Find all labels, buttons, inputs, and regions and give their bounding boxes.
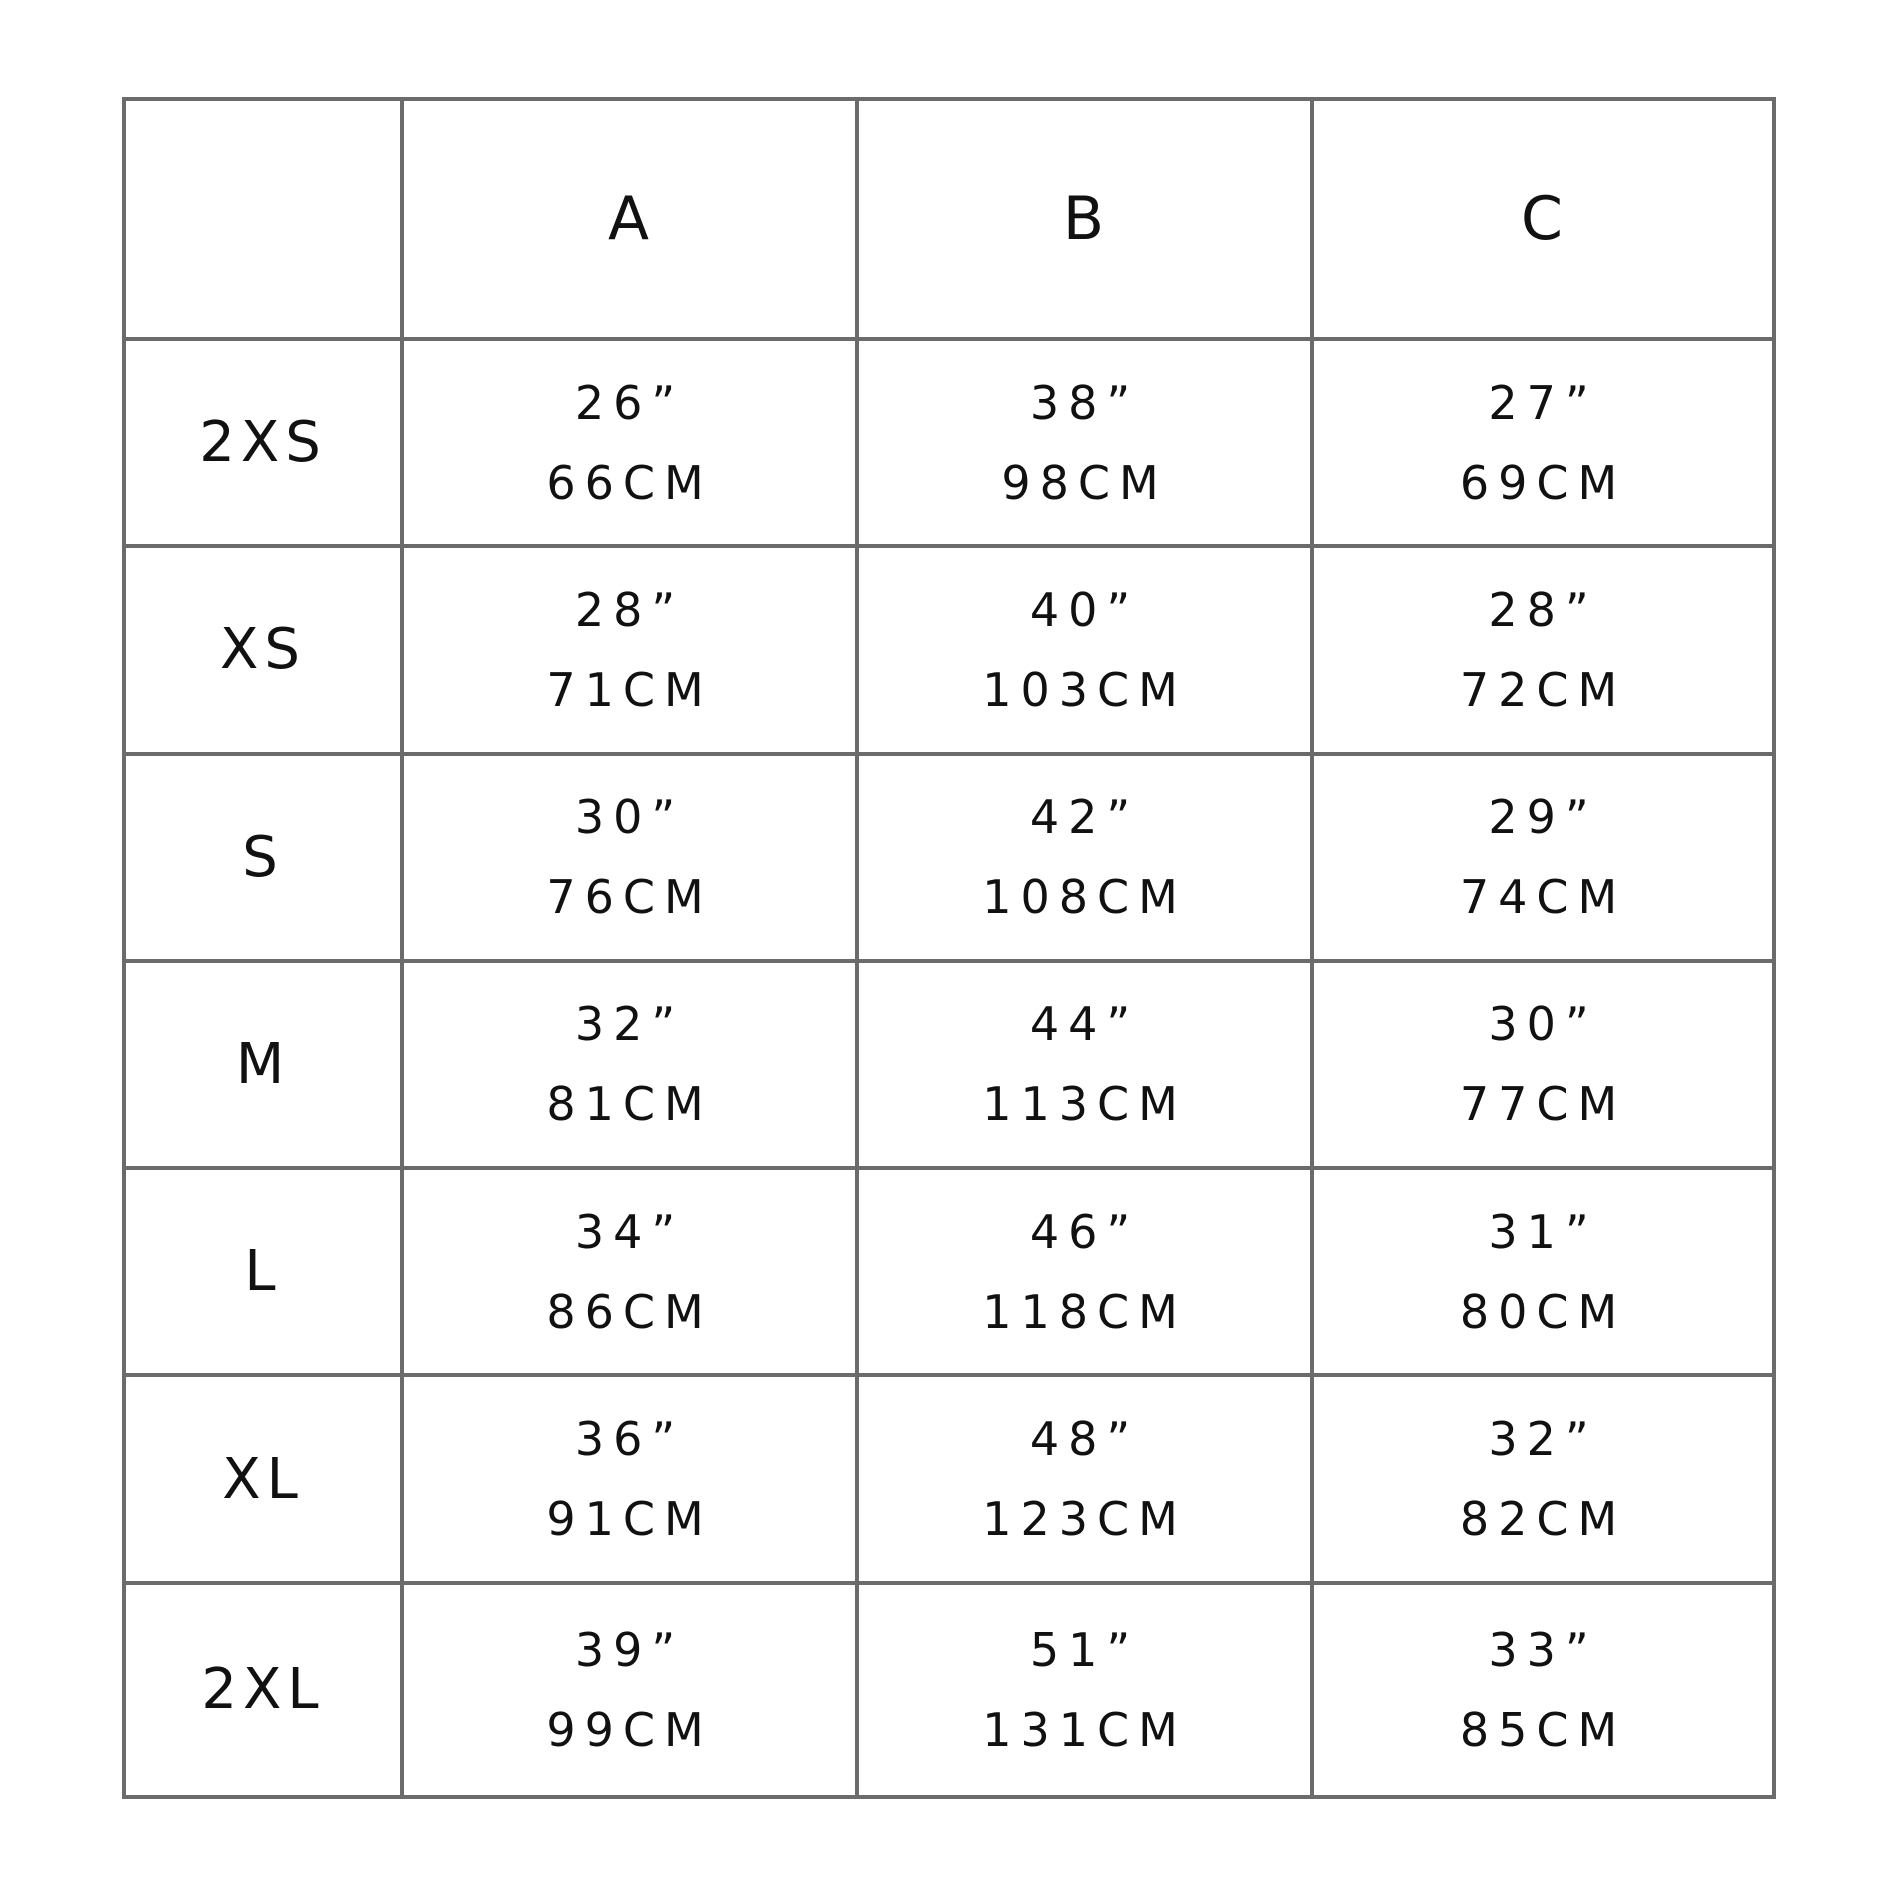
measurement-values: [1314, 373, 1772, 513]
measurement-cell-a: [402, 961, 857, 1168]
measurement-cell-c: [1312, 339, 1774, 546]
measurement-cell-b: [857, 1583, 1312, 1797]
centimeters-value: 86CM: [546, 1284, 713, 1339]
measurement-values: [404, 580, 855, 720]
inches-value: 34”: [574, 1204, 685, 1259]
measurement-cell-c: [1312, 754, 1774, 961]
measurement-values: [1314, 1409, 1772, 1549]
measurement-cell-a: [402, 546, 857, 753]
inches-value: 44”: [1029, 997, 1140, 1052]
measurement-cell-b: [857, 546, 1312, 753]
size-label: M: [124, 961, 402, 1168]
table-row: [124, 339, 1774, 546]
centimeters-value: 118CM: [982, 1284, 1187, 1339]
centimeters-value: 66CM: [546, 455, 713, 510]
size-label: 2XS: [124, 339, 402, 546]
measurement-values: [859, 787, 1310, 927]
corner-cell: [124, 99, 402, 339]
table-body: [124, 339, 1774, 1797]
measurement-values: [859, 1409, 1310, 1549]
inches-value: 32”: [574, 997, 685, 1052]
inches-value: 38”: [1029, 375, 1140, 430]
measurement-values: [404, 1409, 855, 1549]
column-header-a: A: [402, 99, 857, 339]
inches-value: 46”: [1029, 1204, 1140, 1259]
measurement-cell-a: [402, 754, 857, 961]
measurement-cell-c: [1312, 1375, 1774, 1582]
inches-value: 31”: [1488, 1204, 1598, 1259]
inches-value: 33”: [1488, 1622, 1598, 1677]
table-row: [124, 546, 1774, 753]
measurement-cell-b: [857, 339, 1312, 546]
centimeters-value: 108CM: [982, 870, 1187, 925]
inches-value: 28”: [1488, 582, 1598, 637]
centimeters-value: 69CM: [1459, 455, 1627, 510]
centimeters-value: 76CM: [546, 870, 713, 925]
measurement-values: [1314, 580, 1772, 720]
measurement-cell-b: [857, 1168, 1312, 1375]
centimeters-value: 99CM: [546, 1702, 713, 1757]
measurement-cell-a: [402, 1583, 857, 1797]
inches-value: 42”: [1029, 790, 1140, 845]
measurement-cell-c: [1312, 1583, 1774, 1797]
centimeters-value: 74CM: [1459, 870, 1627, 925]
measurement-cell-c: [1312, 961, 1774, 1168]
measurement-values: [1314, 994, 1772, 1134]
table-header-row: [124, 99, 1774, 339]
inches-value: 30”: [1488, 997, 1598, 1052]
measurement-values: [1314, 1620, 1772, 1760]
column-header-b: B: [857, 99, 1312, 339]
centimeters-value: 82CM: [1459, 1492, 1627, 1547]
centimeters-value: 113CM: [982, 1077, 1187, 1132]
inches-value: 28”: [574, 582, 685, 637]
measurement-cell-b: [857, 1375, 1312, 1582]
table-row: [124, 1583, 1774, 1797]
centimeters-value: 131CM: [982, 1702, 1187, 1757]
size-label: L: [124, 1168, 402, 1375]
measurement-values: [859, 994, 1310, 1134]
measurement-values: [1314, 787, 1772, 927]
centimeters-value: 85CM: [1459, 1702, 1627, 1757]
inches-value: 51”: [1029, 1622, 1140, 1677]
inches-value: 26”: [574, 375, 685, 430]
column-header-c: C: [1312, 99, 1774, 339]
centimeters-value: 71CM: [546, 662, 713, 717]
measurement-cell-c: [1312, 1168, 1774, 1375]
centimeters-value: 98CM: [1001, 455, 1168, 510]
inches-value: 29”: [1488, 790, 1598, 845]
measurement-values: [404, 994, 855, 1134]
table-row: [124, 961, 1774, 1168]
measurement-values: [404, 787, 855, 927]
inches-value: 48”: [1029, 1412, 1140, 1467]
measurement-cell-a: [402, 339, 857, 546]
inches-value: 27”: [1488, 375, 1598, 430]
measurement-cell-b: [857, 961, 1312, 1168]
inches-value: 30”: [574, 790, 685, 845]
centimeters-value: 123CM: [982, 1492, 1187, 1547]
centimeters-value: 103CM: [982, 662, 1187, 717]
size-label: XS: [124, 546, 402, 753]
measurement-values: [859, 373, 1310, 513]
measurement-cell-c: [1312, 546, 1774, 753]
measurement-cell-a: [402, 1168, 857, 1375]
measurement-cell-a: [402, 1375, 857, 1582]
measurement-values: [859, 580, 1310, 720]
table-row: [124, 1168, 1774, 1375]
centimeters-value: 80CM: [1459, 1284, 1627, 1339]
measurement-values: [404, 373, 855, 513]
inches-value: 39”: [574, 1622, 685, 1677]
measurement-cell-b: [857, 754, 1312, 961]
inches-value: 36”: [574, 1412, 685, 1467]
centimeters-value: 81CM: [546, 1077, 713, 1132]
table-row: [124, 1375, 1774, 1582]
size-label: XL: [124, 1375, 402, 1582]
measurement-values: [859, 1620, 1310, 1760]
measurement-values: [1314, 1202, 1772, 1342]
inches-value: 40”: [1029, 582, 1140, 637]
centimeters-value: 91CM: [546, 1492, 713, 1547]
centimeters-value: 77CM: [1459, 1077, 1627, 1132]
centimeters-value: 72CM: [1459, 662, 1627, 717]
inches-value: 32”: [1488, 1412, 1598, 1467]
measurement-values: [859, 1202, 1310, 1342]
measurement-values: [404, 1202, 855, 1342]
table-row: [124, 754, 1774, 961]
measurement-values: [404, 1620, 855, 1760]
size-label: 2XL: [124, 1583, 402, 1797]
size-chart-table: [122, 97, 1776, 1799]
size-label: S: [124, 754, 402, 961]
